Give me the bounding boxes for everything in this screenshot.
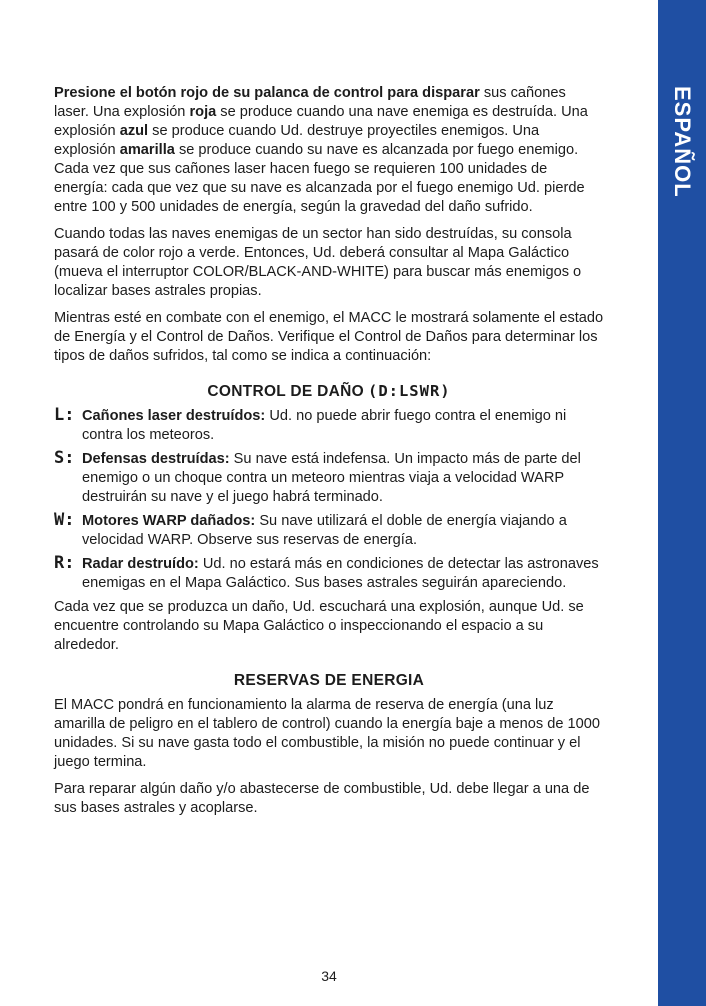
damage-after-paragraph: Cada vez que se produzca un daño, Ud. escuchará una explosión, aunque Ud. se encuentre controlando su Mapa Galáctico o inspeccionando el espacio a su alrededor.: [54, 599, 584, 653]
intro-text-d: se produce cuando su nave es alcanzada por fuego enemigo. Cada vez que sus cañones laser hacen fuego se requieren 100 unidades de energía: cada que vez que su nave es alcanzada por el fuego enemigo Ud. pierde entre 100 y 500 unidades de energía, según la gravedad del daño sufrido.: [54, 142, 585, 215]
intro-paragraph-3: Mientras esté en combate con el enemigo, el MACC le mostrará solamente el estado de Energía y el Control de Daños. Verifique el Control de Daños para determinar los tipos de daños sufridos, tal como se indica a continuación:: [54, 310, 604, 364]
energy-paragraph-2: Para reparar algún daño y/o abastecerse de combustible, Ud. debe llegar a una de sus bases astrales y acoplarse.: [54, 781, 590, 816]
energy-paragraph-1: El MACC pondrá en funcionamiento la alarma de reserva de energía (una luz amarilla de peligro en el tablero de control) cuando la energía baje a menos de 1000 unidades. Si su nave gasta todo el combustible, la misión no puede continuar y el juego termina.: [54, 697, 601, 770]
damage-title: Defensas destruídas:: [82, 451, 230, 467]
word-roja: roja: [189, 104, 217, 120]
intro-text-a: sus cañones laser. Una explosión: [54, 85, 566, 120]
damage-title: Motores WARP dañados:: [82, 513, 256, 529]
intro-text-b: se produce cuando una nave enemiga es destruída. Una explosión: [54, 104, 588, 139]
damage-control-title: CONTROL DE DAÑO: [207, 383, 364, 400]
intro-paragraph-2: Cuando todas las naves enemigas de un sector han sido destruídas, su consola pasará de color rojo a verde. Entonces, Ud. deberá consultar al Mapa Galáctico (mueva el interruptor COLOR/BLACK-AND-WHITE) para buscar más enemigos o localizar bases astrales propias.: [54, 226, 582, 299]
damage-text: Su nave utilizará el doble de energía viajando a velocidad WARP. Observe sus reservas de energía.: [82, 513, 567, 548]
intro-paragraph-1: [54, 84, 604, 217]
damage-item-shields: [54, 450, 604, 507]
damage-title: Cañones laser destruídos:: [82, 408, 266, 424]
damage-control-code: (D:LSWR): [367, 382, 451, 400]
word-azul: azul: [119, 123, 149, 139]
damage-key: L:: [54, 405, 75, 425]
damage-text: Su nave está indefensa. Un impacto más de parte del enemigo o un choque contra un meteoro mientras viaja a velocidad WARP destruirán su nave y el juego habrá terminado.: [82, 451, 581, 505]
page-content: [54, 84, 604, 826]
damage-title: Radar destruído:: [82, 556, 199, 572]
language-label: ESPAÑOL: [670, 86, 695, 198]
intro-bold-lead: Presione el botón rojo de su palanca de control para disparar: [54, 85, 480, 101]
word-amarilla: amarilla: [119, 142, 175, 158]
damage-control-heading: [54, 382, 604, 401]
energy-reserves-heading: RESERVAS DE ENERGIA: [233, 672, 425, 689]
damage-key: W:: [54, 510, 75, 530]
damage-text: Ud. no puede abrir fuego contra el enemigo ni contra los meteoros.: [82, 408, 567, 443]
damage-key: R:: [54, 553, 75, 573]
damage-item-laser: [54, 407, 604, 445]
damage-text: Ud. no estará más en condiciones de detectar las astronaves enemigas en el Mapa Galáctico. Sus bases astrales seguirán apareciendo.: [82, 556, 599, 591]
damage-item-warp: [54, 512, 604, 550]
language-side-tab: [658, 0, 706, 1006]
page-number: 34: [321, 968, 337, 984]
damage-item-radar: [54, 555, 604, 593]
intro-text-c: se produce cuando Ud. destruye proyectiles enemigos. Una explosión: [54, 123, 540, 158]
damage-key: S:: [54, 448, 75, 468]
